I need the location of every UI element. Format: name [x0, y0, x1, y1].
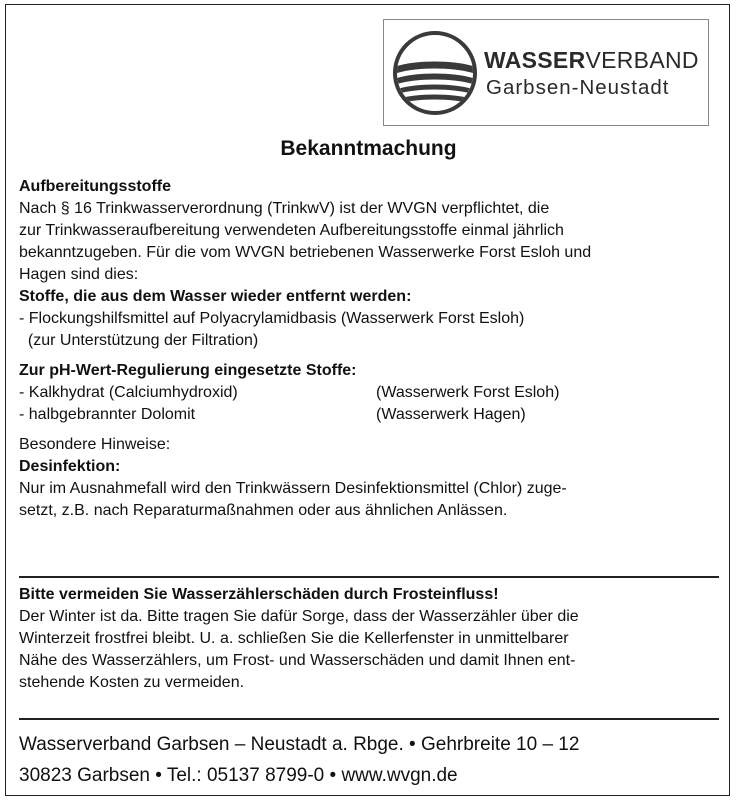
intro-line: Hagen sind dies:	[19, 266, 139, 283]
plant: (Wasserwerk Forst Esloh)	[376, 384, 560, 401]
footer	[19, 729, 579, 791]
substance: - Kalkhydrat (Calciumhydroxid)	[19, 384, 238, 401]
logo-title: WASSERVERBAND	[484, 47, 699, 73]
frost-line: Winterzeit frostfrei bleibt. U. a. schließen Sie die Kellerfenster in unmittelbarer	[19, 630, 569, 647]
frost-line: Nähe des Wasserzählers, um Frost- und Wasserschäden und damit Ihnen ent-	[19, 652, 576, 669]
list-item: - Flockungshilfsmittel auf Polyacrylamidbasis (Wasserwerk Forst Esloh)	[19, 310, 525, 327]
disinfection-line: Nur im Ausnahmefall wird den Trinkwässern Desinfektionsmittel (Chlor) zuge-	[19, 480, 567, 497]
substance: - halbgebrannter Dolomit	[19, 406, 196, 423]
logo-subtitle: Garbsen-Neustadt	[486, 76, 670, 99]
divider	[19, 576, 719, 578]
disinfection-line: setzt, z.B. nach Reparaturmaßnahmen oder aus ähnlichen Anlässen.	[19, 502, 508, 519]
disinfection-heading: Desinfektion:	[19, 458, 121, 475]
frost-line: stehende Kosten zu vermeiden.	[19, 674, 245, 691]
list-item	[19, 382, 719, 404]
main-content	[19, 176, 719, 522]
footer-address: Wasserverband Garbsen – Neustadt a. Rbge. • Gehrbreite 10 – 12	[19, 734, 580, 755]
treatment-heading: Aufbereitungsstoffe	[19, 178, 171, 195]
footer-contact: 30823 Garbsen • Tel.: 05137 8799-0 • www.wvgn.de	[19, 765, 458, 786]
logo	[383, 19, 709, 126]
wave-circle-icon	[392, 30, 478, 116]
ph-heading: Zur pH-Wert-Regulierung eingesetzte Stoffe:	[19, 362, 357, 379]
intro-line: bekanntzugeben. Für die vom WVGN betriebenen Wasserwerke Forst Esloh und	[19, 244, 592, 261]
plant: (Wasserwerk Hagen)	[376, 406, 526, 423]
intro-line: zur Trinkwasseraufbereitung verwendeten Aufbereitungsstoffe einmal jährlich	[19, 222, 564, 239]
frost-line: Der Winter ist da. Bitte tragen Sie dafür Sorge, dass der Wasserzähler über die	[19, 608, 579, 625]
list-item: (zur Unterstützung der Filtration)	[19, 332, 259, 349]
intro-line: Nach § 16 Trinkwasserverordnung (TrinkwV) ist der WVGN verpflichtet, die	[19, 200, 550, 217]
notes-label: Besondere Hinweise:	[19, 436, 171, 453]
frost-section	[19, 584, 719, 694]
list-item	[19, 404, 719, 426]
divider	[19, 718, 719, 720]
removed-heading: Stoffe, die aus dem Wasser wieder entfernt werden:	[19, 288, 412, 305]
page-title: Bekanntmachung	[280, 137, 457, 160]
frost-heading: Bitte vermeiden Sie Wasserzählerschäden durch Frosteinfluss!	[19, 586, 499, 603]
